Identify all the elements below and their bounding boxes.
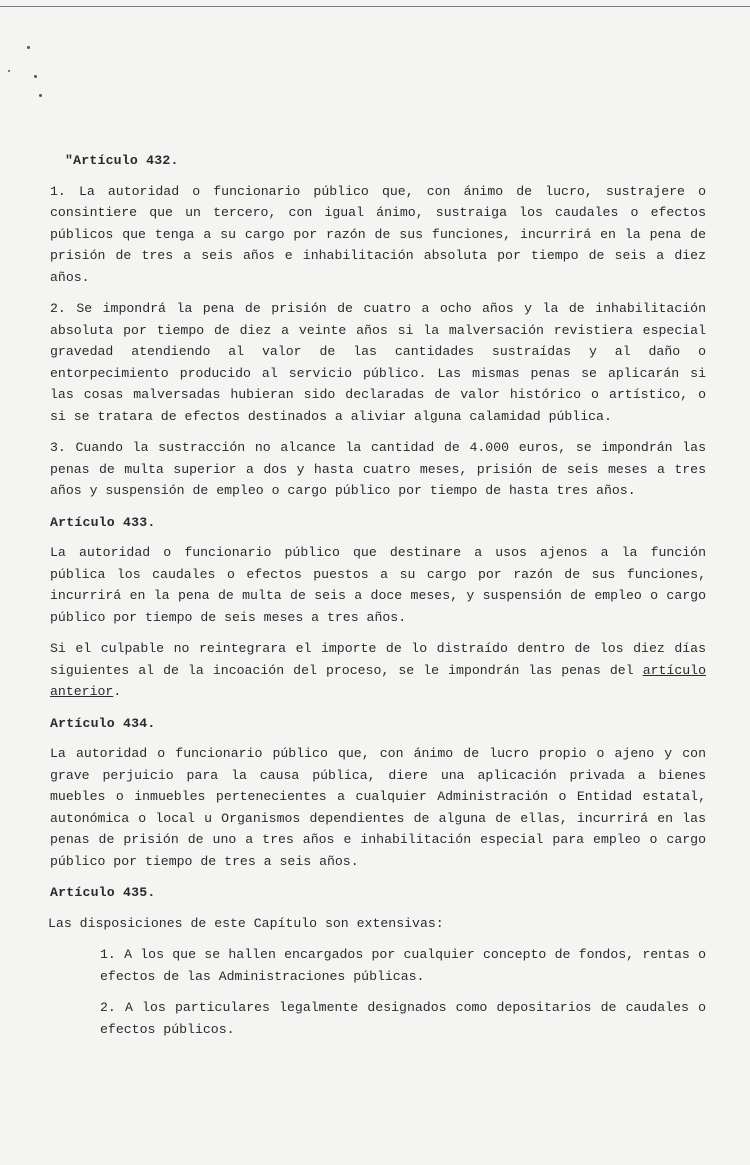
document-page <box>50 150 706 1050</box>
scan-speck <box>27 46 30 49</box>
paragraph: Las disposiciones de este Capítulo son extensivas: <box>48 915 444 931</box>
paragraph: 2. Se impondrá la pena de prisión de cuatro a ocho años y la de inhabilitación absoluta por tiempo de diez a veinte años si la malversación revistiera especial gravedad atendiendo al valor de las cantidades sustraídas y al daño o entorpecimiento producido al servicio público. Las mismas penas se aplicarán si las cosas malversadas hubieran sido declaradas de valor histórico o artístico, o si se tratara de efectos destinados a aliviar alguna calamidad pública. <box>50 301 706 424</box>
article-heading: "Artículo 432. <box>65 153 179 168</box>
article-432 <box>50 150 706 502</box>
article-433 <box>50 512 706 703</box>
paragraph-text: Si el culpable no reintegrara el importe de lo distraído dentro de los diez días siguientes al de la incoación del proceso, se le impondrán las penas del <box>50 641 706 678</box>
article-heading: Artículo 434. <box>50 715 156 731</box>
article-434 <box>50 713 706 873</box>
article-heading: Artículo 433. <box>50 514 156 530</box>
paragraph: La autoridad o funcionario público que destinare a usos ajenos a la función pública los caudales o efectos puestos a su cargo por razón de sus funciones, incurrirá en la pena de multa de seis a doce meses, y suspensión de empleo o cargo público por tiempo de seis meses a tres años. <box>50 545 706 625</box>
scan-speck <box>8 70 10 72</box>
paragraph: 1. La autoridad o funcionario público que, con ánimo de lucro, sustrajere o consintiere que un tercero, con igual ánimo, sustraiga los caudales o efectos públicos que tenga a su cargo por razón de sus funciones, incurrirá en la pena de prisión de tres a seis años e inhabilitación absoluta por tiempo de seis a diez años. <box>50 183 706 285</box>
list-item: 1. A los que se hallen encargados por cualquier concepto de fondos, rentas o efectos de las Administraciones públicas. <box>100 947 706 984</box>
list-item: 2. A los particulares legalmente designados como depositarios de caudales o efectos públicos. <box>100 1000 706 1037</box>
top-rule <box>0 6 750 7</box>
paragraph: 3. Cuando la sustracción no alcance la cantidad de 4.000 euros, se impondrán las penas de multa superior a dos y hasta cuatro meses, prisión de seis meses a tres años y suspensión de empleo o cargo público por tiempo de hasta tres años. <box>50 440 706 498</box>
paragraph-text: . <box>113 684 122 699</box>
scan-speck <box>34 75 37 78</box>
article-reference-link[interactable]: artículo anterior <box>50 662 706 699</box>
article-435 <box>50 882 706 1040</box>
paragraph <box>50 638 706 703</box>
scan-speck <box>39 94 42 97</box>
paragraph: La autoridad o funcionario público que, con ánimo de lucro propio o ajeno y con grave perjuicio para la causa pública, diere una aplicación privada a bienes muebles o inmuebles pertenecientes a cualquier Administración o Entidad estatal, autonómica o local u Organismos dependientes de alguna de ellas, incurrirá en las penas de prisión de uno a tres años e inhabilitación especial para empleo o cargo público por tiempo de tres a seis años. <box>50 746 706 869</box>
article-heading: Artículo 435. <box>50 885 156 900</box>
